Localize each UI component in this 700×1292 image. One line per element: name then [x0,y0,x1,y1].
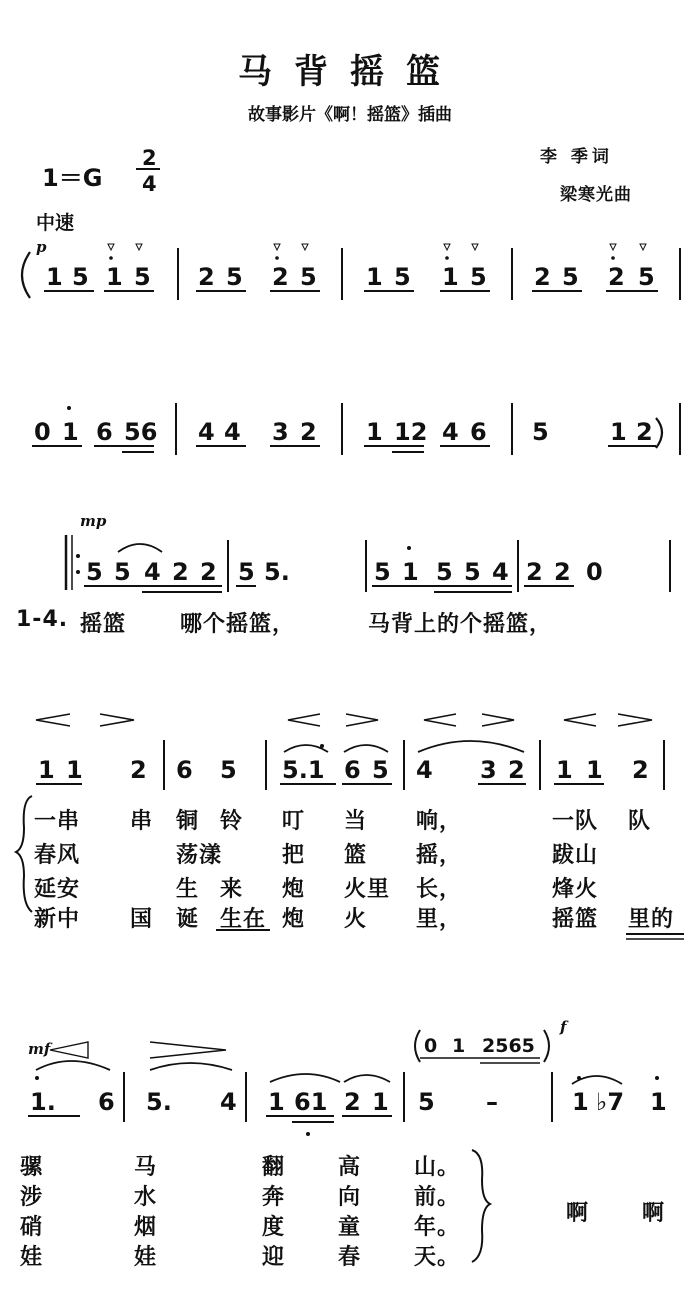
lyric: 迎 [262,1245,286,1270]
lyric: 一串 [34,809,81,834]
note: 3 [272,418,289,446]
note: 6 [176,756,193,784]
note: 2 [200,558,217,586]
lyric: 硝 [20,1215,44,1240]
note: 5 [418,1088,435,1116]
note: 5 [374,558,391,586]
accent-marks-row-1 [108,244,646,260]
lyric: 铃 [220,809,244,834]
key-signature: 1＝G [42,164,103,192]
lyric: 啊 [642,1201,666,1226]
lyric: 生在 [220,907,267,932]
note: 6 [344,756,361,784]
lyric: 春 [338,1245,362,1270]
note: 1 [268,1088,285,1116]
note: 4 [442,418,459,446]
note: 5.1 [282,756,325,784]
lyric: 荡漾 [176,843,223,868]
lyricist-credit: 李 季词 [540,147,613,167]
lyric: 山。 [414,1155,461,1180]
dynamic-mf: mf [28,1040,51,1058]
note: 4 [144,558,161,586]
lyric: 国 [130,907,154,932]
time-signature-bottom: 4 [142,172,157,196]
lyric: 新中 [34,907,81,932]
tempo-marking: 中速 [36,212,75,234]
interlude-note: 2565 [482,1035,535,1057]
lyric: 向 [338,1185,362,1210]
note: 5 [220,756,237,784]
lyric: 串 [130,809,154,834]
lyric: 摇篮 [552,907,599,932]
note: 4 [198,418,215,446]
lyric: 火 [344,907,368,932]
lyric: 童 [338,1215,362,1240]
lyric: 响， [416,809,463,834]
note: 5 [562,263,579,291]
lyric: 烟 [134,1215,158,1240]
note: 5 [436,558,453,586]
note: 1 [586,756,603,784]
note: 0 [34,418,51,446]
lyric: 哪个摇篮， [180,612,296,637]
note: 6 [96,418,113,446]
note: 1 [366,418,383,446]
lyric: 篮 [344,843,368,868]
note: 1 [66,756,83,784]
note: 2 [554,558,571,586]
note: 2 [526,558,543,586]
lyric: 火里 [344,877,391,902]
note: 0 [586,558,603,586]
lyric: 铜 [176,809,200,834]
composer-credit: 梁寒光曲 [560,185,632,205]
note: 2 [608,263,625,291]
final-brace [472,1150,490,1262]
dynamic-mp: mp [80,512,107,530]
lyric: 生 [176,877,200,902]
note: 2 [636,418,653,446]
dynamic-p: p [36,238,47,256]
lyric: 烽火 [552,877,599,902]
note: 5 [372,756,389,784]
lyrics-brace [16,796,32,912]
note: 1 [610,418,627,446]
note: 3 [480,756,497,784]
lyric: 炮 [282,877,306,902]
lyric: 年。 [414,1215,461,1240]
dynamic-f: f [560,1018,567,1036]
score-row-2 [32,403,680,455]
note: 2 [272,263,289,291]
lyric: 队 [628,809,652,834]
song-subtitle: 故事影片《啊！摇篮》插曲 [248,105,452,125]
lyric: 马背上的个摇篮， [368,612,553,637]
lyric: 叮 [282,809,306,834]
note: 61 [294,1088,328,1116]
lyric: 来 [220,877,244,902]
note: ♭7 [596,1088,625,1116]
lyric: 骡 [20,1155,44,1180]
note: 5. [146,1088,172,1116]
interlude-note: 0 [424,1035,438,1057]
note: 2 [172,558,189,586]
note: 5 [464,558,481,586]
time-signature-top: 2 [142,146,157,170]
note: 2 [198,263,215,291]
note: 12 [394,418,428,446]
note: 5 [394,263,411,291]
lyric: 马 [134,1155,158,1180]
lyric: 长， [416,877,463,902]
lyric: 高 [338,1155,362,1180]
note: 56 [124,418,158,446]
note: 5 [532,418,549,446]
score-row-5 [28,1030,667,1136]
note: 2 [508,756,525,784]
lyric: 延安 [34,877,81,902]
note: 2 [130,756,147,784]
note: 5 [238,558,255,586]
note: 6 [470,418,487,446]
note: 1 [402,558,419,586]
note: 1 [572,1088,589,1116]
note: 1 [372,1088,389,1116]
note: 4 [492,558,509,586]
note: 1 [556,756,573,784]
lyric: 摇篮 [80,612,127,637]
note: 2 [632,756,649,784]
note: 1 [106,263,123,291]
lyric: 把 [282,843,306,868]
lyric: 一队 [552,809,599,834]
note: 1 [650,1088,667,1116]
note: 5 [86,558,103,586]
lyric: 当 [344,809,368,834]
note: 2 [344,1088,361,1116]
note: 1 [38,756,55,784]
lyric: 前。 [414,1185,461,1210]
lyric: 诞 [176,907,200,932]
lyric: 摇， [416,843,463,868]
lyric: 奔 [262,1185,286,1210]
verse-label: 1-4. [16,607,69,632]
note: 6 [98,1088,115,1116]
note: 5 [134,263,151,291]
note: 4 [416,756,433,784]
score-row-1 [44,248,680,300]
note: 5. [264,558,290,586]
lyric: 里， [416,907,463,932]
note: 5 [72,263,89,291]
lyric: 里的 [628,907,675,932]
note: 1. [30,1088,56,1116]
score-row-4 [36,714,664,790]
note: 5 [226,263,243,291]
lyric: 娃 [20,1245,44,1270]
note: 4 [224,418,241,446]
lyric: 跋山 [552,843,599,868]
lyric: 翻 [262,1155,286,1180]
note: 1 [442,263,459,291]
interlude-note: 1 [452,1035,466,1057]
note: 4 [220,1088,237,1116]
lyric: 水 [134,1185,158,1210]
lyric: 度 [262,1215,286,1240]
song-title: 马背摇篮 [238,52,462,92]
note: 2 [300,418,317,446]
note: 1 [62,418,79,446]
lyric: 春风 [34,843,81,868]
note: – [486,1088,498,1116]
score-row-3 [66,535,670,592]
lyric: 娃 [134,1245,158,1270]
note: 5 [470,263,487,291]
note: 2 [534,263,551,291]
note: 1 [46,263,63,291]
note: 1 [366,263,383,291]
note: 5 [300,263,317,291]
note: 5 [114,558,131,586]
lyric: 涉 [20,1185,44,1210]
lyric: 天。 [414,1245,461,1270]
lyric: 炮 [282,907,306,932]
close-paren [656,418,662,448]
lyric: 啊 [566,1201,590,1226]
note: 5 [638,263,655,291]
open-paren [22,252,30,298]
